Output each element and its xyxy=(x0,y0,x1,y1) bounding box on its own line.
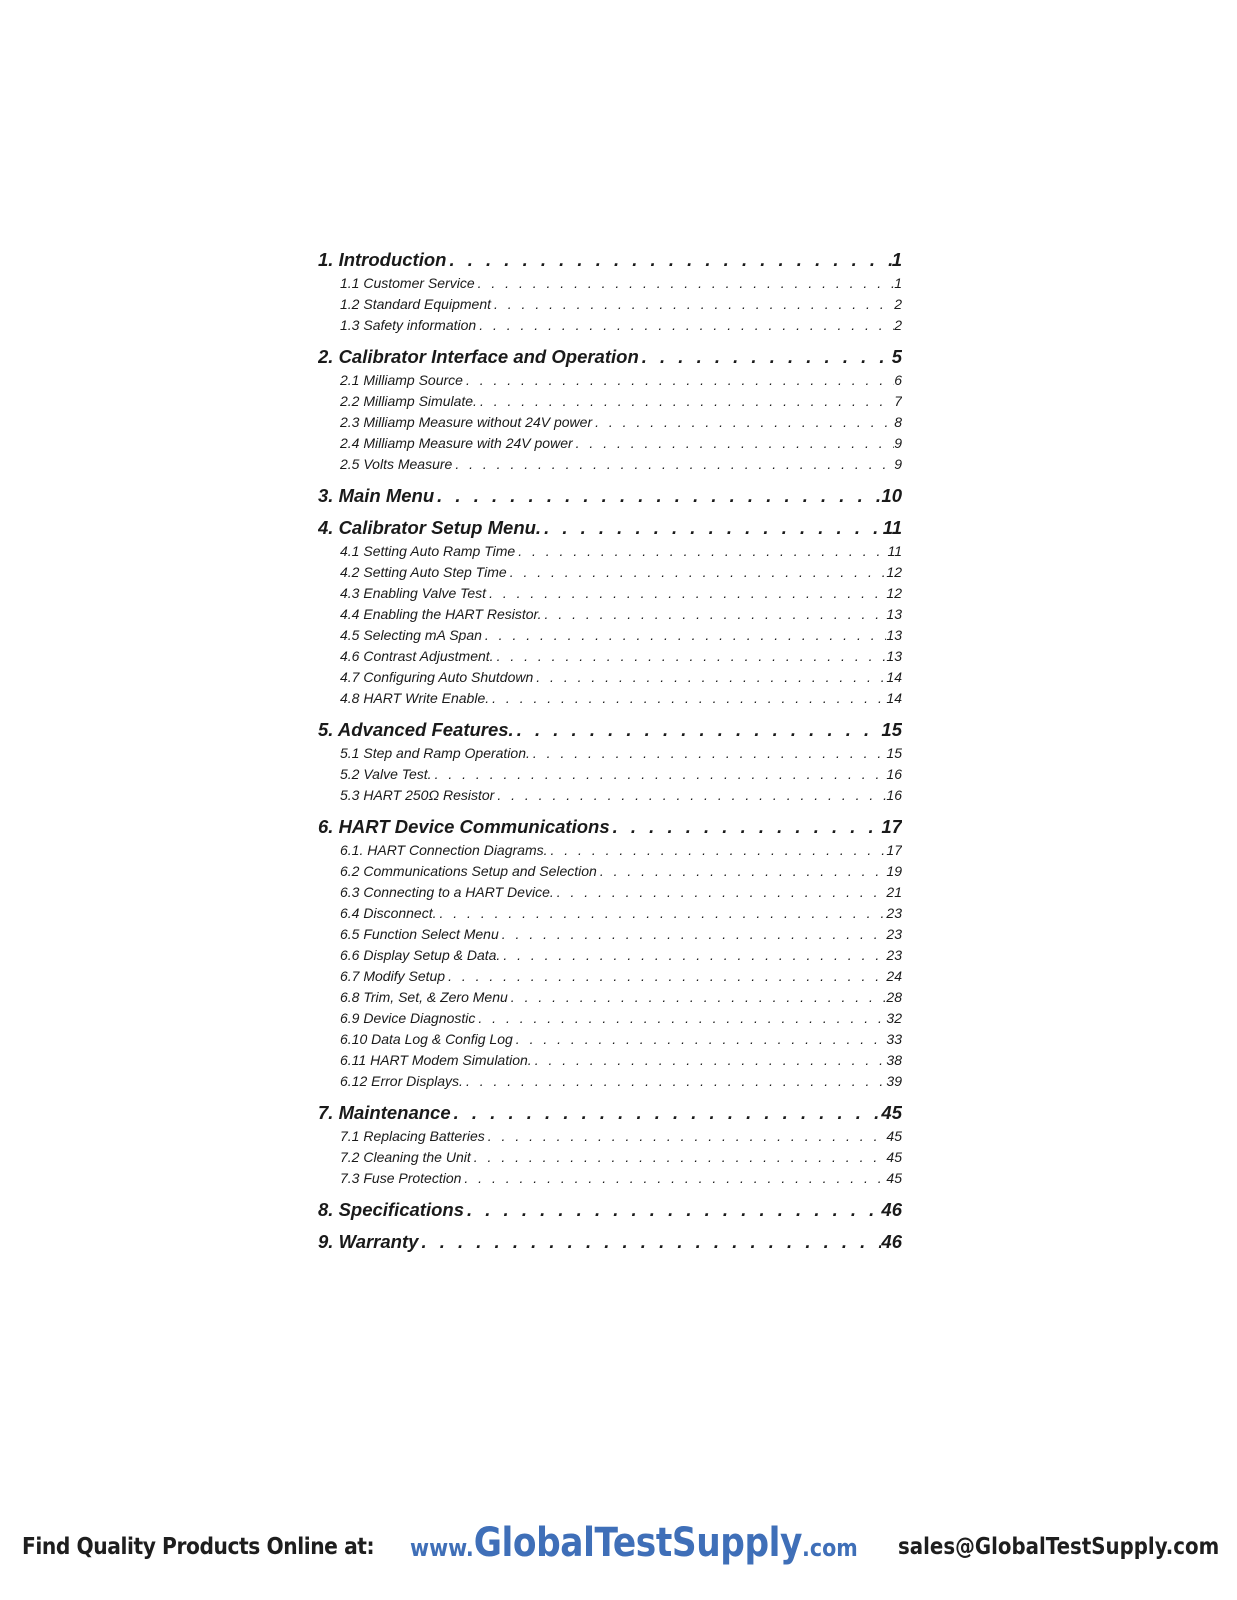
toc-subsection-title: 6.12 Error Displays. xyxy=(340,1073,463,1089)
toc-dot-leader xyxy=(463,1071,886,1092)
toc-subsection-title: 6.5 Function Select Menu xyxy=(340,926,499,942)
toc-chapter-page: 46 xyxy=(881,1231,902,1252)
footer-site-prefix: www. xyxy=(410,1534,474,1562)
toc-subsection-page: 45 xyxy=(886,1149,902,1165)
toc-dot-leader xyxy=(494,646,887,667)
toc-dot-leader xyxy=(451,1101,882,1124)
toc-subsection-page: 24 xyxy=(886,968,902,984)
footer-site-name: GlobalTestSupply xyxy=(473,1520,803,1566)
toc-subsection-page: 15 xyxy=(886,745,902,761)
toc-subsection-page: 23 xyxy=(886,905,902,921)
toc-section xyxy=(318,815,902,1092)
toc-chapter-entry[interactable] xyxy=(318,718,902,741)
footer-email-link[interactable]: sales@GlobalTestSupply.com xyxy=(898,1534,1220,1560)
toc-subsection-page: 13 xyxy=(886,648,902,664)
toc-chapter-title: 7. Maintenance xyxy=(318,1102,451,1123)
toc-subsection-page: 11 xyxy=(887,543,902,559)
toc-subsection-entry[interactable] xyxy=(318,1029,902,1050)
toc-subsection-entry[interactable] xyxy=(318,315,902,336)
footer-website-link[interactable] xyxy=(410,1520,858,1566)
toc-dot-leader xyxy=(489,688,886,709)
toc-subsection-title: 6.8 Trim, Set, & Zero Menu xyxy=(340,989,508,1005)
toc-subsection-page: 39 xyxy=(886,1073,902,1089)
toc-subsection-page: 9 xyxy=(894,435,902,451)
toc-chapter-title: 4. Calibrator Setup Menu. xyxy=(318,517,542,538)
toc-subsection-entry[interactable] xyxy=(318,785,902,806)
toc-dot-leader xyxy=(445,966,886,987)
toc-chapter-entry[interactable] xyxy=(318,345,902,368)
toc-subsection-title: 5.1 Step and Ramp Operation. xyxy=(340,745,530,761)
toc-dot-leader xyxy=(476,315,894,336)
toc-dot-leader xyxy=(499,924,887,945)
toc-chapter-title: 6. HART Device Communications xyxy=(318,816,610,837)
toc-chapter-entry[interactable] xyxy=(318,484,902,507)
toc-subsection-title: 6.10 Data Log & Config Log xyxy=(340,1031,513,1047)
toc-subsection-title: 4.5 Selecting mA Span xyxy=(340,627,482,643)
toc-dot-leader xyxy=(639,345,892,368)
toc-dot-leader xyxy=(573,433,895,454)
toc-subsection-page: 17 xyxy=(886,842,902,858)
toc-subsection-title: 6.9 Device Diagnostic xyxy=(340,1010,476,1026)
footer-banner xyxy=(0,1520,1237,1580)
toc-dot-leader xyxy=(542,604,887,625)
toc-dot-leader xyxy=(437,903,887,924)
toc-chapter-title: 1. Introduction xyxy=(318,249,447,270)
toc-subsection-title: 5.3 HART 250Ω Resistor xyxy=(340,787,495,803)
toc-section xyxy=(318,718,902,806)
toc-chapter-entry[interactable] xyxy=(318,248,902,271)
toc-subsection-title: 2.1 Milliamp Source xyxy=(340,372,463,388)
toc-dot-leader xyxy=(548,840,887,861)
toc-subsection-page: 28 xyxy=(886,989,902,1005)
toc-subsection-page: 7 xyxy=(894,393,902,409)
toc-section xyxy=(318,1101,902,1189)
toc-subsection-title: 1.2 Standard Equipment xyxy=(340,296,491,312)
toc-chapter-entry[interactable] xyxy=(318,1230,902,1253)
toc-section xyxy=(318,1198,902,1221)
toc-subsection-entry[interactable] xyxy=(318,562,902,583)
toc-chapter-entry[interactable] xyxy=(318,1101,902,1124)
table-of-contents xyxy=(318,248,902,1262)
toc-subsection-entry[interactable] xyxy=(318,743,902,764)
toc-dot-leader xyxy=(482,625,887,646)
toc-subsection-page: 2 xyxy=(894,317,902,333)
toc-subsection-entry[interactable] xyxy=(318,667,902,688)
toc-subsection-entry[interactable] xyxy=(318,987,902,1008)
toc-subsection-title: 2.4 Milliamp Measure with 24V power xyxy=(340,435,573,451)
toc-subsection-entry[interactable] xyxy=(318,1071,902,1092)
toc-dot-leader xyxy=(477,391,894,412)
toc-subsection-title: 1.1 Customer Service xyxy=(340,275,475,291)
toc-subsection-page: 2 xyxy=(894,296,902,312)
toc-subsection-title: 2.3 Milliamp Measure without 24V power xyxy=(340,414,593,430)
toc-dot-leader xyxy=(610,815,882,838)
toc-subsection-title: 4.3 Enabling Valve Test xyxy=(340,585,487,601)
toc-subsection-entry[interactable] xyxy=(318,370,902,391)
toc-subsection-page: 45 xyxy=(886,1128,902,1144)
toc-dot-leader xyxy=(486,583,886,604)
toc-dot-leader xyxy=(592,412,894,433)
toc-subsection-entry[interactable] xyxy=(318,1168,902,1189)
toc-subsection-entry[interactable] xyxy=(318,966,902,987)
toc-subsection-title: 7.3 Fuse Protection xyxy=(340,1170,462,1186)
toc-subsection-page: 33 xyxy=(886,1031,902,1047)
toc-chapter-title: 9. Warranty xyxy=(318,1231,419,1252)
toc-dot-leader xyxy=(432,764,887,785)
toc-dot-leader xyxy=(500,945,886,966)
toc-subsection-entry[interactable] xyxy=(318,625,902,646)
toc-subsection-entry[interactable] xyxy=(318,646,902,667)
toc-subsection-entry[interactable] xyxy=(318,583,902,604)
toc-dot-leader xyxy=(513,1029,887,1050)
toc-subsection-page: 45 xyxy=(886,1170,902,1186)
toc-dot-leader xyxy=(508,987,887,1008)
toc-subsection-entry[interactable] xyxy=(318,604,902,625)
toc-section xyxy=(318,484,902,507)
toc-subsection-page: 16 xyxy=(886,766,902,782)
toc-subsection-title: 6.11 HART Modem Simulation. xyxy=(340,1052,532,1068)
toc-subsection-entry[interactable] xyxy=(318,924,902,945)
toc-subsection-entry[interactable] xyxy=(318,541,902,562)
toc-subsection-entry[interactable] xyxy=(318,882,902,903)
toc-chapter-title: 2. Calibrator Interface and Operation xyxy=(318,346,639,367)
toc-dot-leader xyxy=(515,541,887,562)
toc-subsection-title: 1.3 Safety information xyxy=(340,317,477,333)
toc-subsection-entry[interactable] xyxy=(318,840,902,861)
toc-dot-leader xyxy=(597,861,887,882)
toc-dot-leader xyxy=(554,882,887,903)
toc-subsection-page: 32 xyxy=(886,1010,902,1026)
toc-subsection-entry[interactable] xyxy=(318,294,902,315)
toc-section xyxy=(318,248,902,336)
toc-subsection-entry[interactable] xyxy=(318,1147,902,1168)
toc-subsection-title: 4.4 Enabling the HART Resistor. xyxy=(340,606,542,622)
toc-subsection-page: 38 xyxy=(886,1052,902,1068)
toc-subsection-title: 6.7 Modify Setup xyxy=(340,968,446,984)
toc-chapter-page: 1 xyxy=(891,249,902,270)
toc-subsection-entry[interactable] xyxy=(318,454,902,475)
toc-subsection-page: 13 xyxy=(886,627,902,643)
toc-chapter-entry[interactable] xyxy=(318,815,902,838)
toc-dot-leader xyxy=(485,1126,887,1147)
toc-subsection-title: 6.1. HART Connection Diagrams. xyxy=(340,842,548,858)
footer-find-text: Find Quality Products Online at: xyxy=(22,1534,375,1560)
toc-dot-leader xyxy=(464,1198,881,1221)
toc-subsection-entry[interactable] xyxy=(318,273,902,294)
toc-chapter-page: 45 xyxy=(881,1102,902,1123)
toc-chapter-title: 8. Specifications xyxy=(318,1199,464,1220)
toc-section xyxy=(318,1230,902,1253)
toc-subsection-entry[interactable] xyxy=(318,861,902,882)
toc-subsection-page: 14 xyxy=(886,669,902,685)
toc-dot-leader xyxy=(471,1147,887,1168)
toc-dot-leader xyxy=(475,1008,886,1029)
toc-dot-leader xyxy=(463,370,894,391)
toc-subsection-title: 6.6 Display Setup & Data. xyxy=(340,947,501,963)
toc-subsection-page: 1 xyxy=(894,275,902,291)
toc-subsection-title: 4.8 HART Write Enable. xyxy=(340,690,490,706)
toc-dot-leader xyxy=(507,562,887,583)
toc-subsection-entry[interactable] xyxy=(318,688,902,709)
toc-subsection-title: 4.2 Setting Auto Step Time xyxy=(340,564,507,580)
toc-subsection-title: 6.3 Connecting to a HART Device. xyxy=(340,884,554,900)
toc-subsection-entry[interactable] xyxy=(318,764,902,785)
toc-subsection-entry[interactable] xyxy=(318,412,902,433)
toc-chapter-page: 5 xyxy=(891,346,902,367)
toc-subsection-title: 4.7 Configuring Auto Shutdown xyxy=(340,669,534,685)
toc-chapter-page: 10 xyxy=(881,485,902,506)
toc-dot-leader xyxy=(533,667,886,688)
toc-dot-leader xyxy=(494,785,886,806)
toc-dot-leader xyxy=(475,273,895,294)
toc-chapter-title: 5. Advanced Features. xyxy=(318,719,514,740)
toc-subsection-entry[interactable] xyxy=(318,945,902,966)
toc-subsection-page: 8 xyxy=(894,414,902,430)
toc-dot-leader xyxy=(514,718,882,741)
footer-site-suffix: .com xyxy=(802,1534,858,1562)
toc-dot-leader xyxy=(491,294,894,315)
toc-subsection-title: 4.1 Setting Auto Ramp Time xyxy=(340,543,516,559)
toc-section xyxy=(318,345,902,475)
toc-subsection-title: 7.1 Replacing Batteries xyxy=(340,1128,485,1144)
toc-dot-leader xyxy=(418,1230,881,1253)
toc-subsection-page: 6 xyxy=(894,372,902,388)
toc-subsection-title: 6.4 Disconnect. xyxy=(340,905,437,921)
toc-chapter-page: 15 xyxy=(881,719,902,740)
toc-chapter-title: 3. Main Menu xyxy=(318,485,435,506)
toc-chapter-page: 46 xyxy=(881,1199,902,1220)
toc-section xyxy=(318,516,902,709)
toc-subsection-entry[interactable] xyxy=(318,1126,902,1147)
toc-subsection-page: 16 xyxy=(886,787,902,803)
toc-subsection-page: 23 xyxy=(886,926,902,942)
toc-dot-leader xyxy=(434,484,881,507)
toc-dot-leader xyxy=(541,516,883,539)
toc-subsection-page: 12 xyxy=(886,564,902,580)
toc-dot-leader xyxy=(446,248,891,271)
toc-subsection-page: 12 xyxy=(886,585,902,601)
toc-subsection-entry[interactable] xyxy=(318,391,902,412)
toc-subsection-page: 23 xyxy=(886,947,902,963)
toc-chapter-page: 17 xyxy=(881,816,902,837)
toc-chapter-entry[interactable] xyxy=(318,1198,902,1221)
toc-subsection-entry[interactable] xyxy=(318,903,902,924)
toc-subsection-title: 6.2 Communications Setup and Selection xyxy=(340,863,597,879)
toc-subsection-title: 5.2 Valve Test. xyxy=(340,766,432,782)
toc-subsection-title: 7.2 Cleaning the Unit xyxy=(340,1149,471,1165)
toc-subsection-entry[interactable] xyxy=(318,433,902,454)
toc-dot-leader xyxy=(532,1050,887,1071)
toc-subsection-page: 14 xyxy=(886,690,902,706)
toc-subsection-title: 2.2 Milliamp Simulate. xyxy=(340,393,477,409)
toc-dot-leader xyxy=(452,454,894,475)
toc-subsection-title: 4.6 Contrast Adjustment. xyxy=(340,648,494,664)
toc-subsection-entry[interactable] xyxy=(318,1008,902,1029)
toc-chapter-entry[interactable] xyxy=(318,516,902,539)
toc-subsection-page: 19 xyxy=(886,863,902,879)
toc-dot-leader xyxy=(461,1168,886,1189)
toc-subsection-page: 13 xyxy=(886,606,902,622)
toc-dot-leader xyxy=(530,743,887,764)
toc-subsection-page: 21 xyxy=(886,884,902,900)
toc-subsection-entry[interactable] xyxy=(318,1050,902,1071)
toc-chapter-page: 11 xyxy=(882,517,902,538)
toc-subsection-page: 9 xyxy=(894,456,902,472)
toc-subsection-title: 2.5 Volts Measure xyxy=(340,456,453,472)
